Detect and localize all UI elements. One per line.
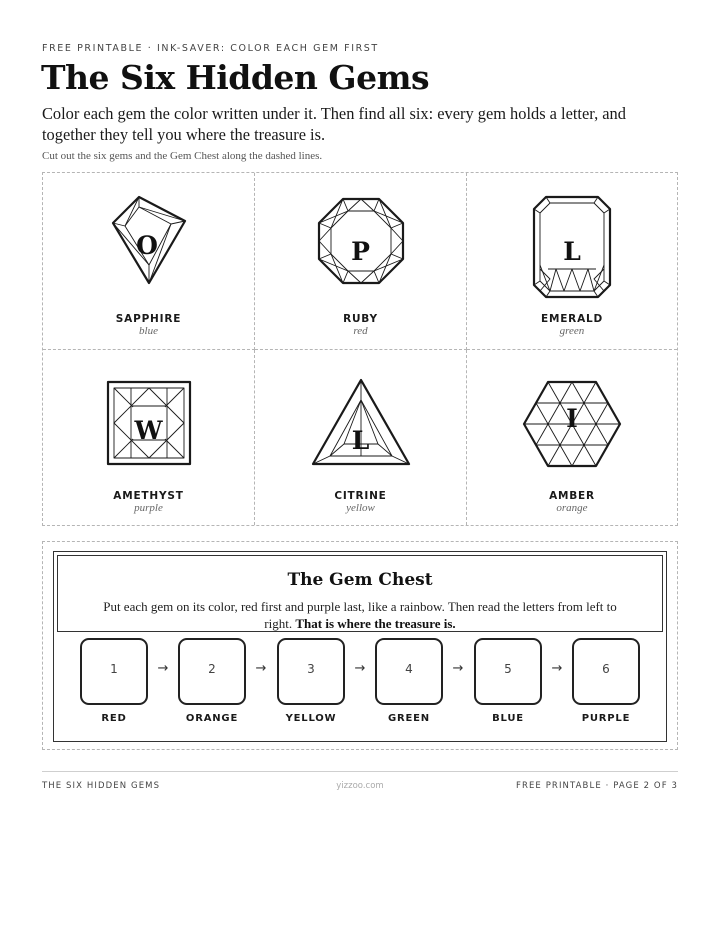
- gem-name: AMBER: [549, 490, 595, 502]
- gem-letter: P: [351, 237, 370, 266]
- slot-number: 2: [208, 662, 216, 676]
- slot-label-orange: ORANGE: [185, 713, 239, 724]
- gem-letter: L: [351, 426, 370, 455]
- gem-chest-instructions-bold: That is where the treasure is.: [295, 616, 456, 631]
- chest-slot-4: [375, 638, 443, 705]
- slot-label-red: RED: [101, 713, 127, 724]
- arrow-icon: →: [354, 661, 366, 676]
- gem-chest-header: [57, 555, 663, 632]
- intro-paragraph: Color each gem the color written under it. Then find all six: every gem holds a letter, and together they tell you where the treasure is.: [42, 104, 626, 144]
- gem-card-ruby: [255, 173, 467, 350]
- gem-chest-cutout: [42, 541, 678, 750]
- arrow-icon: →: [255, 661, 267, 676]
- slot-number: 5: [504, 662, 512, 676]
- gem-letter: O: [136, 231, 158, 260]
- footer-title: THE SIX HIDDEN GEMS: [42, 781, 161, 791]
- gem-chest-instructions: [98, 598, 622, 632]
- gem-letter: L: [563, 237, 581, 266]
- gem-chest-title: The Gem Chest: [287, 570, 433, 590]
- gem-card-amethyst: [43, 350, 255, 525]
- gem-name: SAPPHIRE: [115, 313, 182, 325]
- page-title: The Six Hidden Gems: [41, 58, 430, 97]
- chest-slot-5: [474, 638, 542, 705]
- gem-grid: [42, 172, 678, 526]
- slot-number: 3: [307, 662, 315, 676]
- footer-site: yizzoo.com: [336, 781, 384, 791]
- gem-name: CITRINE: [334, 490, 387, 502]
- footer-page-number: FREE PRINTABLE · PAGE 2 OF 3: [515, 781, 678, 791]
- slot-number: 4: [405, 662, 413, 676]
- slot-label-yellow: YELLOW: [285, 713, 337, 724]
- arrow-icon: →: [551, 661, 563, 676]
- gem-letter: W: [134, 416, 163, 445]
- cut-instructions: Cut out the six gems and the Gem Chest along the dashed lines.: [42, 150, 323, 162]
- gem-color: yellow: [346, 502, 375, 514]
- gem-card-emerald: [467, 173, 677, 350]
- gem-letter: I: [566, 404, 578, 433]
- gem-name: AMETHYST: [113, 490, 184, 502]
- footer-divider: [42, 771, 678, 772]
- slot-number: 1: [110, 662, 118, 676]
- gem-card-citrine: [255, 350, 467, 525]
- slot-number: 6: [602, 662, 610, 676]
- gem-card-amber: [467, 350, 677, 525]
- slot-label-blue: BLUE: [492, 713, 524, 724]
- slot-label-green: GREEN: [388, 713, 430, 724]
- gem-color: purple: [134, 502, 163, 514]
- gem-name: EMERALD: [540, 313, 603, 325]
- slot-label-purple: PURPLE: [581, 713, 631, 724]
- gem-color: green: [559, 325, 585, 337]
- gem-color: red: [353, 325, 368, 337]
- chest-slot-6: [572, 638, 640, 705]
- arrow-icon: →: [157, 661, 169, 676]
- chest-slot-2: [178, 638, 246, 705]
- gem-name: RUBY: [343, 313, 378, 325]
- gem-chest-instructions-text: Put each gem on its color, red first and purple last, like a rainbow. Then read the letters from left to right.: [103, 599, 617, 631]
- gem-color: blue: [139, 325, 158, 337]
- gem-card-sapphire: [43, 173, 255, 350]
- arrow-icon: →: [452, 661, 464, 676]
- eyebrow-text: FREE PRINTABLE · INK-SAVER: COLOR EACH GEM FIRST: [42, 43, 379, 54]
- gem-chest-frame: [53, 551, 667, 742]
- chest-slot-3: [277, 638, 345, 705]
- gem-color: orange: [556, 502, 588, 514]
- chest-slot-1: [80, 638, 148, 705]
